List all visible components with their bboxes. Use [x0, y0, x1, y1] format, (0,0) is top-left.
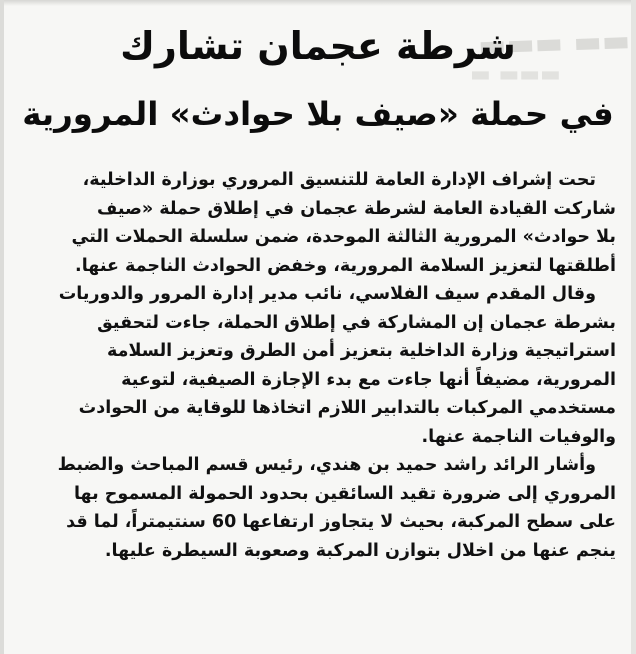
- paragraph-2: [32, 280, 616, 451]
- article-headline: [20, 12, 616, 148]
- paragraph-line: بشرطة عجمان إن المشاركة في إطلاق الحملة، جاءت لتحقيق: [97, 312, 616, 333]
- paragraph-line: المروري إلى ضرورة تقيد السائقين بحدود الحمولة المسموح بها: [73, 483, 616, 504]
- paragraph-line: وأشار الرائد راشد حميد بن هندي، رئيس قسم المباحث والضبط: [57, 455, 596, 475]
- paragraph-line: أطلقتها لتعزيز السلامة المرورية، وخفض الحوادث الناجمة عنها.: [75, 255, 616, 276]
- bleed-through-text: ▬▬ ▬▬▬: [477, 23, 631, 64]
- paragraph-line: والوفيات الناجمة عنها.: [421, 426, 616, 447]
- headline-line-1: شرطة عجمان تشارك: [120, 24, 516, 68]
- scan-edge-left: [0, 0, 4, 654]
- article-body: [32, 166, 616, 565]
- paragraph-line: تحت إشراف الإدارة العامة للتنسيق المروري بوزارة الداخلية،: [82, 170, 596, 190]
- paragraph-line: ينجم عنها من اخلال بتوازن المركبة وصعوبة السيطرة عليها.: [104, 540, 616, 561]
- scan-edge-top: [0, 0, 636, 6]
- paragraph-line: على سطح المركبة، بحيث لا يتجاوز ارتفاعها 60 سنتيمتراً، لما قد: [66, 512, 616, 532]
- paragraph-line: بلا حوادث» المرورية الثالثة الموحدة، ضمن سلسلة الحملات التي: [71, 227, 616, 247]
- paragraph-1: [32, 166, 616, 280]
- scan-edge-right: [631, 0, 636, 654]
- paragraph-3: [32, 451, 616, 565]
- paragraph-line: وقال المقدم سيف الفلاسي، نائب مدير إدارة المرور والدوريات: [58, 284, 596, 304]
- paragraph-line: شاركت القيادة العامة لشرطة عجمان في إطلاق حملة «صيف: [96, 198, 616, 219]
- headline-line-2: في حملة «صيف بلا حوادث» المرورية: [22, 95, 614, 133]
- bleed-through-text: ▬▬▬ ▬: [470, 62, 561, 87]
- paragraph-line: استراتيجية وزارة الداخلية بتعزيز أمن الطرق وتعزيز السلامة: [107, 341, 616, 361]
- paragraph-line: مستخدمي المركبات بالتدابير اللازم اتخاذها للوقاية من الحوادث: [78, 398, 616, 418]
- paragraph-line: المرورية، مضيفاً أنها جاءت مع بدء الإجازة الصيفية، لتوعية: [121, 369, 616, 390]
